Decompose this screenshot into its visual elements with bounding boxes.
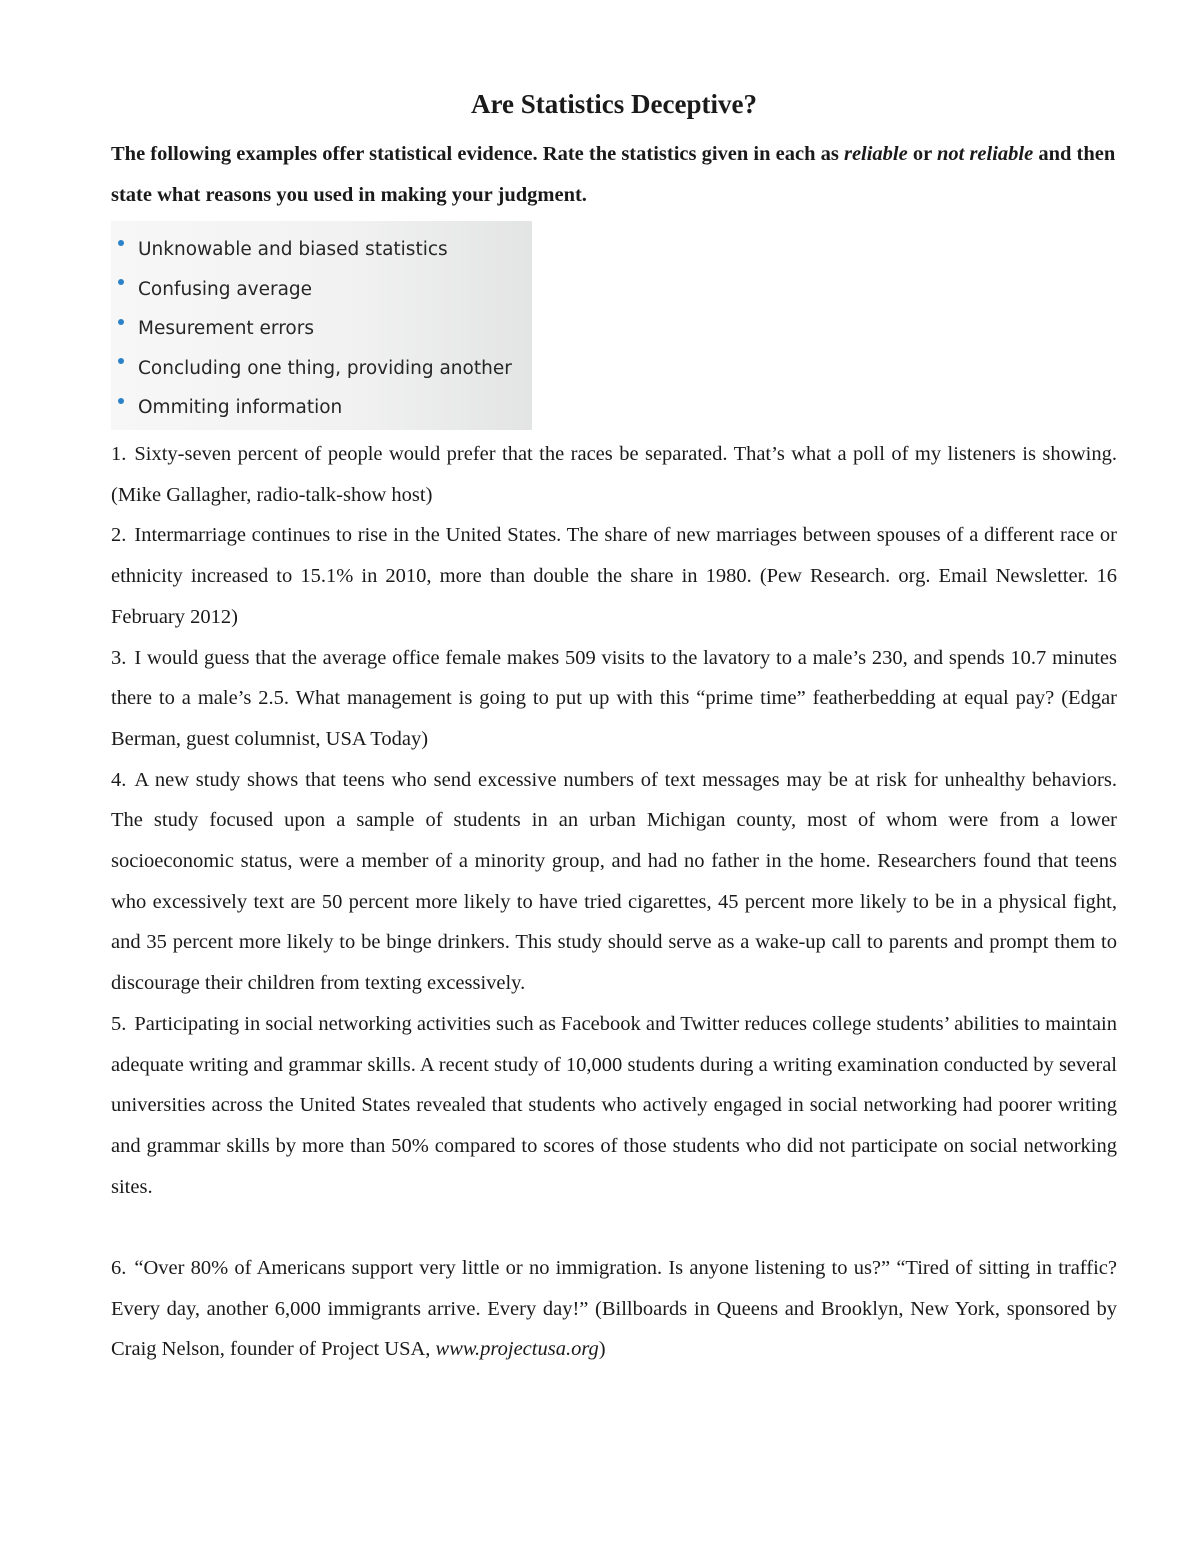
bullet-label: Confusing average	[138, 278, 313, 300]
bullet-label: Mesurement errors	[138, 318, 314, 340]
bullet-dot-icon	[118, 398, 124, 404]
bullet-item	[111, 270, 532, 310]
bullet-item	[111, 230, 532, 270]
blank-line	[111, 1207, 1117, 1248]
bullet-item	[111, 349, 532, 389]
bullet-label: Concluding one thing, providing another	[138, 357, 512, 379]
item-text: A new study shows that teens who send excessive numbers of text messages may be at risk for unhealthy behaviors. The study focused upon a sample of students in an urban Michigan county, most of whom were from a lower socioeconomic status, were a member of a minority group, and had no father in the home. Researchers found that teens who excessively text are 50 percent more likely to have tried cigarettes, 45 percent more likely to be in a physical fight, and 35 percent more likely to be binge drinkers. This study should serve as a wake-up call to parents and prompt them to discourage their children from texting excessively.	[111, 768, 1117, 995]
fallacy-categories-box	[111, 221, 532, 430]
document-page	[111, 82, 1117, 1370]
example-item-2	[111, 515, 1117, 637]
item-number: 3.	[111, 646, 127, 669]
example-item-3	[111, 638, 1117, 760]
bullet-dot-icon	[118, 279, 124, 285]
project-url-link[interactable]: www.projectusa.org	[435, 1338, 599, 1361]
bullet-item	[111, 309, 532, 349]
item-number: 5.	[111, 1012, 127, 1035]
bullet-item	[111, 388, 532, 428]
bullet-dot-icon	[118, 240, 124, 246]
bullet-dot-icon	[118, 358, 124, 364]
example-item-6	[111, 1248, 1117, 1370]
instructions-text: The following examples offer statistical evidence. Rate the statistics given in each as	[111, 143, 844, 165]
example-item-4	[111, 760, 1117, 1004]
instructions-text-end: and then state what reasons you used in making your judgment.	[111, 143, 1116, 206]
page-title: Are Statistics Deceptive?	[471, 89, 757, 119]
item-number: 4.	[111, 768, 127, 791]
item-text: Intermarriage continues to rise in the United States. The share of new marriages between spouses of a different race or ethnicity increased to 15.1% in 2010, more than double the share in 1980. (Pew Research. org. Email Newsletter. 16 February 2012)	[111, 524, 1117, 628]
item-text: Participating in social networking activities such as Facebook and Twitter reduces college students’ abilities to maintain adequate writing and grammar skills. A recent study of 10,000 students during a writing examination conducted by several universities across the United States revealed that students who actively engaged in social networking had poorer writing and grammar skills by more than 50% compared to scores of those students who did not participate on social networking sites.	[111, 1012, 1117, 1198]
item-text: “Over 80% of Americans support very little or no immigration. Is anyone listening to us?” “Tired of sitting in traffic? Every day, another 6,000 immigrants arrive. Every day!” (Billboards in Queens and Brooklyn, New York, sponsored by Craig Nelson, founder of Project USA,	[111, 1257, 1117, 1361]
item-closing: )	[598, 1338, 606, 1361]
not-reliable-term: not reliable	[936, 143, 1034, 165]
instructions-paragraph	[111, 134, 1117, 215]
item-text: Sixty-seven percent of people would prefer that the races be separated. That’s what a poll of my listeners is showing. (Mike Gallagher, radio-talk-show host)	[111, 443, 1117, 506]
item-number: 1.	[111, 443, 127, 465]
bullet-dot-icon	[118, 319, 124, 325]
bullet-label: Ommiting information	[138, 397, 343, 419]
instructions-or: or	[907, 143, 937, 165]
example-list	[111, 434, 1117, 1370]
bullet-label: Unknowable and biased statistics	[138, 239, 448, 261]
item-number: 6.	[111, 1257, 127, 1280]
example-item-5	[111, 1004, 1117, 1208]
example-item-1	[111, 434, 1117, 515]
item-number: 2.	[111, 524, 127, 547]
item-text: I would guess that the average office female makes 509 visits to the lavatory to a male’s 230, and spends 10.7 minutes there to a male’s 2.5. What management is going to put up with this “prime time” featherbedding at equal pay? (Edgar Berman, guest columnist, USA Today)	[111, 646, 1117, 750]
reliable-term: reliable	[843, 143, 908, 165]
